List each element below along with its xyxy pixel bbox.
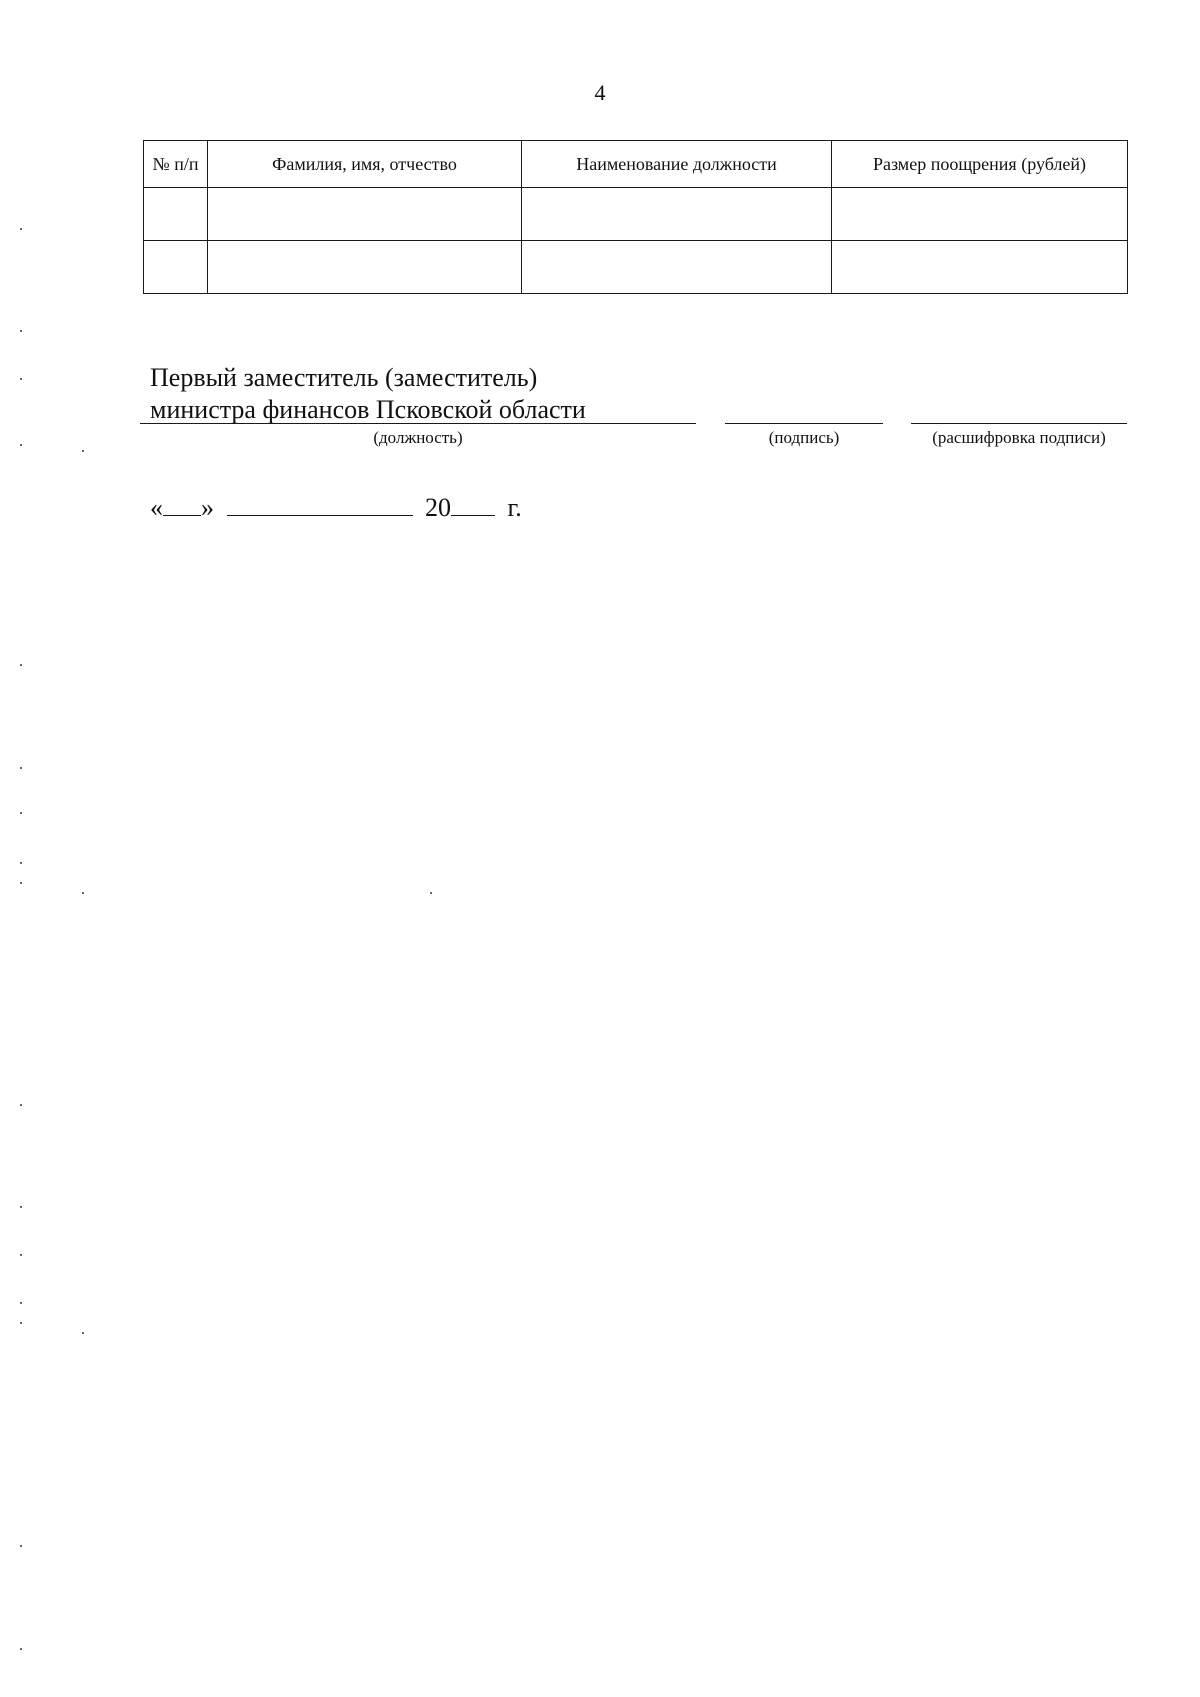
scan-speck <box>20 378 22 380</box>
scan-speck <box>20 862 22 864</box>
scan-speck <box>20 1322 22 1324</box>
day-blank[interactable] <box>163 493 201 516</box>
signatory-position <box>150 362 586 426</box>
scan-speck <box>82 450 84 452</box>
date-line <box>150 493 522 523</box>
position-underline <box>140 423 696 424</box>
awards-table <box>143 140 1128 294</box>
table-cell[interactable] <box>522 188 832 241</box>
scan-speck <box>20 882 22 884</box>
table-cell[interactable] <box>832 188 1128 241</box>
table-header-row <box>144 141 1128 188</box>
date-close-quote: » <box>201 493 214 522</box>
year-prefix: 20 <box>425 493 451 522</box>
month-blank[interactable] <box>227 493 413 516</box>
scan-speck <box>20 444 22 446</box>
table-row <box>144 241 1128 294</box>
header-number: № п/п <box>144 141 208 188</box>
caption-signature: (подпись) <box>768 428 840 447</box>
date-open-quote: « <box>150 493 163 522</box>
position-line-2: министра финансов Псковской области <box>150 395 586 424</box>
scan-speck <box>20 1545 22 1547</box>
scan-speck <box>20 767 22 769</box>
table-cell[interactable] <box>832 241 1128 294</box>
table-row <box>144 188 1128 241</box>
scan-speck <box>20 1104 22 1106</box>
scan-speck <box>20 812 22 814</box>
table-cell[interactable] <box>144 241 208 294</box>
table-cell[interactable] <box>144 188 208 241</box>
scan-speck <box>20 664 22 666</box>
scan-speck <box>20 1302 22 1304</box>
caption-signature-decoding: (расшифровка подписи) <box>932 428 1106 447</box>
header-position: Наименование должности <box>522 141 832 188</box>
caption-position: (должность) <box>373 428 463 447</box>
table-cell[interactable] <box>208 188 522 241</box>
table-cell[interactable] <box>208 241 522 294</box>
page-number: 4 <box>594 80 606 105</box>
scan-speck <box>20 1648 22 1650</box>
table-cell[interactable] <box>522 241 832 294</box>
scan-speck <box>20 1206 22 1208</box>
scan-speck <box>20 228 22 230</box>
header-full-name: Фамилия, имя, отчество <box>208 141 522 188</box>
signature-underline[interactable] <box>725 423 883 424</box>
year-blank[interactable] <box>451 493 495 516</box>
signature-decoding-underline[interactable] <box>911 423 1127 424</box>
scan-speck <box>430 892 432 894</box>
position-line-1: Первый заместитель (заместитель) <box>150 363 538 392</box>
scan-speck <box>82 1332 84 1334</box>
scan-speck <box>82 892 84 894</box>
scan-speck <box>20 330 22 332</box>
year-suffix: г. <box>507 493 522 522</box>
scan-speck <box>20 1254 22 1256</box>
header-award-amount: Размер поощрения (рублей) <box>832 141 1128 188</box>
